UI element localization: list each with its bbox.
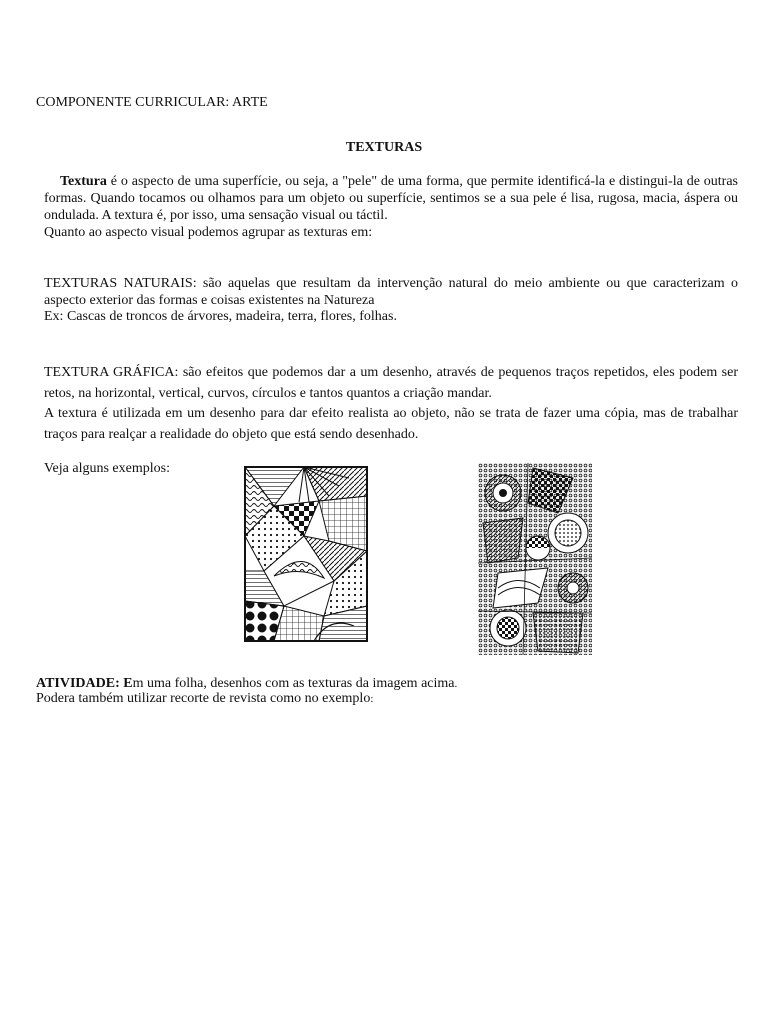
activity-period: . [454, 678, 458, 690]
pattern-drawing [478, 463, 592, 655]
intro-lead: Quanto ao aspecto visual podemos agrupar as texturas em: [44, 225, 373, 240]
activity-line2-text: Podera também utilizar recorte de revista como no exemplo [36, 691, 371, 706]
activity-colon: : [370, 693, 374, 705]
curriculum-header: COMPONENTE CURRICULAR: ARTE [36, 95, 268, 110]
zentangle-drawing [244, 466, 368, 642]
activity-text: m uma folha, desenhos com as texturas da imagem acima [132, 676, 455, 691]
activity-line-2 [36, 690, 373, 708]
pattern-example-image [478, 463, 592, 655]
intro-term: Textura [60, 174, 107, 189]
grafica-paragraph: TEXTURA GRÁFICA: são efeitos que podemos dar a um desenho, através de pequenos traços repetidos, eles podem ser retos, na horizontal, vertical, curvos, círculos e tantos quantos a criação mandar. [44, 365, 738, 401]
zentangle-example-image [244, 466, 368, 642]
intro-text: é o aspecto de uma superfície, ou seja, a "pele" de uma forma, que permite identificá-la e distingui-la de outras formas. Quando tocamos ou olhamos para um objeto ou superfície, sentimos se a sua pele é lisa, rugosa, macia, áspera ou ondulada. A textura é, por isso, uma sensação visual ou táctil. [44, 174, 738, 223]
naturais-paragraph: TEXTURAS NATURAIS: são aquelas que resultam da intervenção natural do meio ambiente ou que caracterizam o aspecto exterior das formas e coisas existentes na Natureza [44, 276, 738, 308]
naturais-example: Ex: Cascas de troncos de árvores, madeira, terra, flores, folhas. [44, 309, 397, 324]
activity-label: ATIVIDADE: E [36, 676, 133, 691]
grafica-paragraph-2: A textura é utilizada em um desenho para dar efeito realista ao objeto, não se trata de fazer uma cópia, mas de trabalhar traços para realçar a realidade do objeto que está sendo desenhado. [44, 406, 738, 442]
intro-paragraph [44, 173, 738, 224]
examples-label: Veja alguns exemplos: [44, 461, 170, 476]
page-title: TEXTURAS [345, 140, 423, 155]
